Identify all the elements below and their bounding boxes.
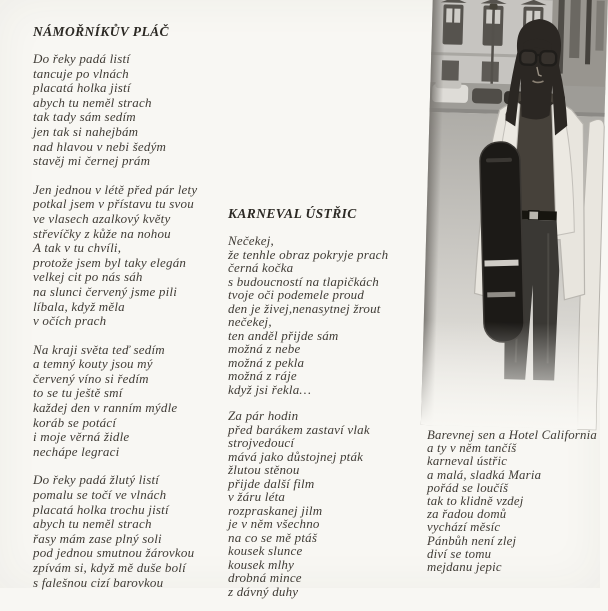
lyric-line: Pánbůh není zlej — [427, 535, 597, 548]
lyric-line: Nečekej, — [228, 234, 428, 248]
photo-bottom-fade — [421, 320, 599, 430]
lyric-line: kousek slunce — [228, 544, 428, 558]
lyric-line: tak tady sám sedím — [33, 110, 233, 125]
stanza — [228, 234, 428, 396]
lyric-line: to se tu ještě smí — [33, 386, 233, 401]
stanza — [33, 183, 233, 329]
lyric-line: A tak v tu chvíli, — [33, 241, 233, 256]
lyric-line: v očích prach — [33, 314, 233, 329]
lyric-line: placatá holka jistí — [33, 81, 233, 96]
lyric-line: a ty v něm tančíš — [427, 442, 597, 455]
lyric-line: černá kočka — [228, 261, 428, 275]
lyric-line: každej den v ranním mýdle — [33, 401, 233, 416]
lyric-line: tvoje oči podemele proud — [228, 288, 428, 302]
lyric-line: a temný kouty jsou mý — [33, 357, 233, 372]
lyric-line: je v něm všechno — [228, 517, 428, 531]
stanza — [33, 343, 233, 460]
lyric-line: ve vlasech azalkový květy — [33, 212, 233, 227]
lyric-line: abych tu neměl strach — [33, 517, 233, 532]
lyric-line: ten anděl přijde sám — [228, 329, 428, 343]
lyric-line: Na kraji světa teď sedím — [33, 343, 233, 358]
lyric-line: strojvedoucí — [228, 436, 428, 450]
lyric-line: přijde další film — [228, 477, 428, 491]
lyric-line: a malá, sladká Maria — [427, 469, 597, 482]
lyric-line: pod jednou smutnou žárovkou — [33, 546, 233, 561]
lyric-line: tancuje po vlnách — [33, 67, 233, 82]
lyric-line: tak to klidně vzdej — [427, 495, 597, 508]
lyrics-column-right — [427, 429, 597, 588]
lyric-line: žlutou stěnou — [228, 463, 428, 477]
artist-photo-scene — [421, 0, 608, 430]
lyric-line: s falešnou cizí barovkou — [33, 576, 233, 591]
lyric-line: řasy mám zase plný soli — [33, 532, 233, 547]
artist-photo — [421, 0, 608, 430]
lyric-line: pořád se loučíš — [427, 482, 597, 495]
stanza — [427, 429, 597, 574]
lyric-line: možná z nebe — [228, 342, 428, 356]
lyric-line: pomalu se točí ve vlnách — [33, 488, 233, 503]
lyric-line: líbala, když měla — [33, 300, 233, 315]
lyric-line: mejdanu jepic — [427, 561, 597, 574]
lyric-line: možná z pekla — [228, 356, 428, 370]
lyric-line: abych tu neměl strach — [33, 96, 233, 111]
lyric-line: kousek mlhy — [228, 558, 428, 572]
lyric-line: koráb se potácí — [33, 416, 233, 431]
lyric-line: potkal jsem v přístavu tu svou — [33, 197, 233, 212]
lyric-line: střevíčky z kůže na nohou — [33, 227, 233, 242]
stanza — [33, 473, 233, 590]
lyric-line: že tenhle obraz pokryje prach — [228, 248, 428, 262]
lyric-line: červený víno si ředím — [33, 372, 233, 387]
song-title-karneval-ustric: KARNEVAL ÚSTŘIC — [228, 206, 428, 222]
lyric-line: nad hlavou v nebi šedým — [33, 140, 233, 155]
stanza — [33, 52, 233, 169]
lyric-line: Do řeky padá žlutý listí — [33, 473, 233, 488]
lyric-line: z dávný duhy — [228, 585, 428, 599]
lyric-line: Jen jednou v létě před pár lety — [33, 183, 233, 198]
lyric-line: vychází měsíc — [427, 521, 597, 534]
lyric-line: když jsi řekla… — [228, 383, 428, 397]
lyrics-column-left — [33, 24, 233, 604]
lyric-line: možná z ráje — [228, 369, 428, 383]
stanza — [228, 409, 428, 598]
lyric-line: na slunci červený jsme pili — [33, 285, 233, 300]
lyric-line: diví se tomu — [427, 548, 597, 561]
lyric-line: Barevnej sen a Hotel California — [427, 429, 597, 442]
lyric-line: na co se mě ptáš — [228, 531, 428, 545]
lyric-line: zpívám si, když mě duše bolí — [33, 561, 233, 576]
lyric-line: karneval ústřic — [427, 455, 597, 468]
lyric-line: jen tak si nahejbám — [33, 125, 233, 140]
lyric-line: nechápe legraci — [33, 445, 233, 460]
lyric-line: protože jsem byl taky elegán — [33, 256, 233, 271]
belt-buckle — [529, 211, 539, 220]
lyric-line: rozpraskanej jilm — [228, 504, 428, 518]
lyrics-column-middle — [228, 206, 428, 611]
lyric-line: velkej cit po nás sáh — [33, 270, 233, 285]
lyric-line: před barákem zastaví vlak — [228, 423, 428, 437]
lyric-line: placatá holka trochu jistí — [33, 503, 233, 518]
guitar-case — [480, 142, 525, 343]
lyric-line: v žáru léta — [228, 490, 428, 504]
lyric-line: drobná mince — [228, 571, 428, 585]
lyric-line: za řadou domů — [427, 508, 597, 521]
song-title-namornikuv-plac: NÁMOŘNÍKŮV PLÁČ — [33, 24, 233, 40]
lyric-line: nečekej, — [228, 315, 428, 329]
lyric-line: Do řeky padá listí — [33, 52, 233, 67]
lyric-line: i moje věrná židle — [33, 430, 233, 445]
lyric-line: mává jako důstojnej pták — [228, 450, 428, 464]
lyric-line: s budoucností na tlapičkách — [228, 275, 428, 289]
lyric-line: stavěj mi černej prám — [33, 154, 233, 169]
lyric-line: den je živej,nenasytnej žrout — [228, 302, 428, 316]
lyric-line: Za pár hodin — [228, 409, 428, 423]
